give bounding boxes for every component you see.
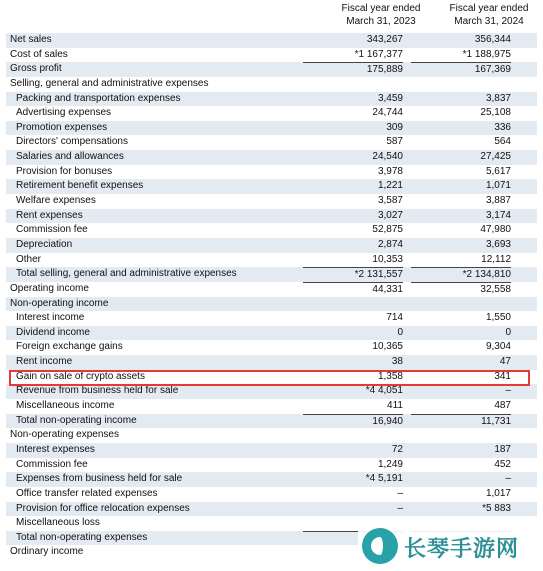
- row-label: Foreign exchange gains: [16, 341, 123, 353]
- value-fy2024: 11,731: [411, 414, 511, 429]
- table-row: [6, 77, 537, 92]
- row-label: Ordinary income: [10, 546, 84, 558]
- value-fy2024: 487: [494, 400, 511, 412]
- value-fy2023: 3,027: [377, 209, 403, 221]
- table-row: [6, 62, 537, 77]
- table-row: [6, 428, 537, 443]
- table-row: [6, 150, 537, 165]
- value-fy2023: 38: [391, 356, 403, 368]
- table-row: [6, 340, 537, 355]
- value-fy2024: 341: [494, 370, 511, 382]
- value-fy2023: 3,978: [377, 165, 403, 177]
- table-row: [6, 443, 537, 458]
- table-row: [6, 33, 537, 48]
- income-statement-table: [6, 33, 537, 560]
- table-row: [6, 209, 537, 224]
- row-label: Advertising expenses: [16, 107, 112, 119]
- table-row: [6, 311, 537, 326]
- value-fy2023: 3,459: [377, 92, 403, 104]
- value-fy2023: 10,365: [372, 341, 403, 353]
- row-label: Total non-operating income: [16, 414, 137, 426]
- table-row: [6, 253, 537, 268]
- value-fy2024: 3,174: [485, 209, 511, 221]
- table-row: [6, 223, 537, 238]
- table-row: [6, 399, 537, 414]
- row-label: Provision for bonuses: [16, 165, 113, 177]
- value-fy2024: 12,112: [481, 253, 511, 265]
- value-fy2023: 2,874: [377, 238, 403, 250]
- value-fy2024: 27,425: [480, 151, 511, 163]
- row-label: Miscellaneous income: [16, 400, 115, 412]
- value-fy2024: 5,617: [485, 165, 511, 177]
- table-row: [6, 502, 537, 517]
- row-label: Welfare expenses: [16, 195, 96, 207]
- table-row: [6, 135, 537, 150]
- row-label: Retirement benefit expenses: [16, 180, 144, 192]
- value-fy2023: 1,358: [377, 370, 403, 382]
- value-fy2024: 1,071: [485, 180, 511, 192]
- row-label: Packing and transportation expenses: [16, 92, 181, 104]
- value-fy2023: 1,221: [377, 180, 403, 192]
- row-label: Selling, general and administrative expenses: [10, 77, 209, 89]
- row-label: Non-operating expenses: [10, 429, 119, 441]
- table-row: [6, 48, 537, 63]
- value-fy2023: 3,587: [377, 195, 403, 207]
- row-label: Depreciation: [16, 238, 73, 250]
- value-fy2023: 24,744: [372, 107, 403, 119]
- row-label: Revenue from business held for sale: [16, 385, 179, 397]
- value-fy2023: *4 4,051: [365, 385, 403, 397]
- table-row: [6, 179, 537, 194]
- value-fy2023: 343,267: [366, 34, 403, 45]
- value-fy2024: *5 883: [482, 502, 511, 514]
- value-fy2023: *2 131,557: [303, 267, 403, 282]
- table-row: [6, 297, 537, 312]
- row-label: Rent expenses: [16, 209, 83, 221]
- value-fy2023: 24,540: [372, 151, 403, 163]
- row-label: Total non-operating expenses: [16, 531, 148, 543]
- value-fy2024: 452: [494, 458, 511, 470]
- row-label: Interest expenses: [16, 443, 95, 455]
- row-label: Total selling, general and administrative expenses: [16, 268, 237, 280]
- value-fy2024: 32,558: [411, 282, 511, 297]
- table-row: [6, 267, 537, 282]
- value-fy2023: 72: [391, 443, 403, 455]
- value-fy2023: 175,889: [303, 62, 403, 77]
- table-row: [6, 326, 537, 341]
- row-label: Rent income: [16, 356, 73, 368]
- column-header-fy2023: [326, 2, 436, 28]
- value-fy2023: 587: [386, 136, 403, 148]
- row-label: Commission fee: [16, 224, 88, 236]
- value-fy2024: 1,550: [485, 312, 511, 324]
- value-fy2024: 187: [494, 443, 511, 455]
- table-row: [6, 238, 537, 253]
- watermark: [358, 526, 538, 566]
- table-row: [6, 165, 537, 180]
- row-label: Provision for office relocation expenses: [16, 502, 190, 514]
- fy2024-label: Fiscal year ended March 31, 2024: [449, 3, 529, 27]
- column-header: [0, 0, 543, 32]
- value-fy2024: –: [505, 473, 511, 485]
- watermark-logo-icon: [362, 528, 398, 564]
- value-fy2024: 0: [505, 326, 511, 338]
- row-label: Operating income: [10, 282, 89, 294]
- column-header-fy2024: [434, 2, 543, 28]
- row-label: Commission fee: [16, 458, 88, 470]
- value-fy2024: 356,344: [474, 34, 511, 45]
- table-row: [6, 414, 537, 429]
- value-fy2024: 1,017: [485, 487, 511, 499]
- value-fy2023: –: [397, 487, 403, 499]
- row-label: Dividend income: [16, 326, 90, 338]
- table-row: [6, 106, 537, 121]
- value-fy2024: 9,304: [485, 341, 511, 353]
- row-label: Cost of sales: [10, 48, 68, 60]
- table-row: [6, 487, 537, 502]
- row-label: Non-operating income: [10, 297, 109, 309]
- value-fy2024: 3,887: [485, 195, 511, 207]
- table-row: [6, 355, 537, 370]
- table-row: [6, 194, 537, 209]
- row-label: Office transfer related expenses: [16, 487, 158, 499]
- value-fy2023: 1,249: [377, 458, 403, 470]
- table-row: [6, 370, 537, 385]
- table-row: [6, 384, 537, 399]
- row-label: Directors' compensations: [16, 136, 128, 148]
- value-fy2024: 336: [494, 121, 511, 133]
- value-fy2023: 411: [387, 400, 403, 412]
- fy2023-label: Fiscal year ended March 31, 2023: [341, 3, 421, 27]
- row-label: Net sales: [10, 34, 52, 45]
- value-fy2024: 167,369: [411, 62, 511, 77]
- row-label: Interest income: [16, 312, 85, 324]
- value-fy2024: 3,693: [485, 238, 511, 250]
- value-fy2024: *2 134,810: [411, 267, 511, 282]
- value-fy2024: 3,837: [485, 92, 511, 104]
- value-fy2024: *1 188,975: [462, 48, 511, 60]
- table-row: [6, 472, 537, 487]
- row-label: Expenses from business held for sale: [16, 473, 183, 485]
- table-row: [6, 92, 537, 107]
- value-fy2023: 52,875: [372, 224, 403, 236]
- value-fy2023: 0: [397, 326, 403, 338]
- watermark-text: 长琴手游网: [404, 537, 520, 562]
- value-fy2023: 714: [386, 312, 403, 324]
- row-label: Gross profit: [10, 63, 62, 75]
- row-label: Gain on sale of crypto assets: [16, 370, 145, 382]
- row-label: Salaries and allowances: [16, 151, 124, 163]
- value-fy2023: *1 167,377: [354, 48, 403, 60]
- value-fy2023: 10,353: [372, 253, 403, 265]
- value-fy2024: 564: [494, 136, 511, 148]
- row-label: Promotion expenses: [16, 121, 108, 133]
- value-fy2023: 309: [386, 121, 403, 133]
- value-fy2023: 44,331: [303, 282, 403, 297]
- table-row: [6, 121, 537, 136]
- table-row: [6, 282, 537, 297]
- value-fy2024: 47: [499, 356, 511, 368]
- value-fy2023: 16,940: [303, 414, 403, 429]
- row-label: Other: [16, 253, 42, 265]
- value-fy2024: –: [505, 385, 511, 397]
- row-label: Miscellaneous loss: [16, 517, 100, 529]
- table-row: [6, 458, 537, 473]
- value-fy2023: *4 5,191: [365, 473, 403, 485]
- value-fy2023: –: [397, 502, 403, 514]
- value-fy2024: 25,108: [480, 107, 511, 119]
- value-fy2024: 47,980: [480, 224, 511, 236]
